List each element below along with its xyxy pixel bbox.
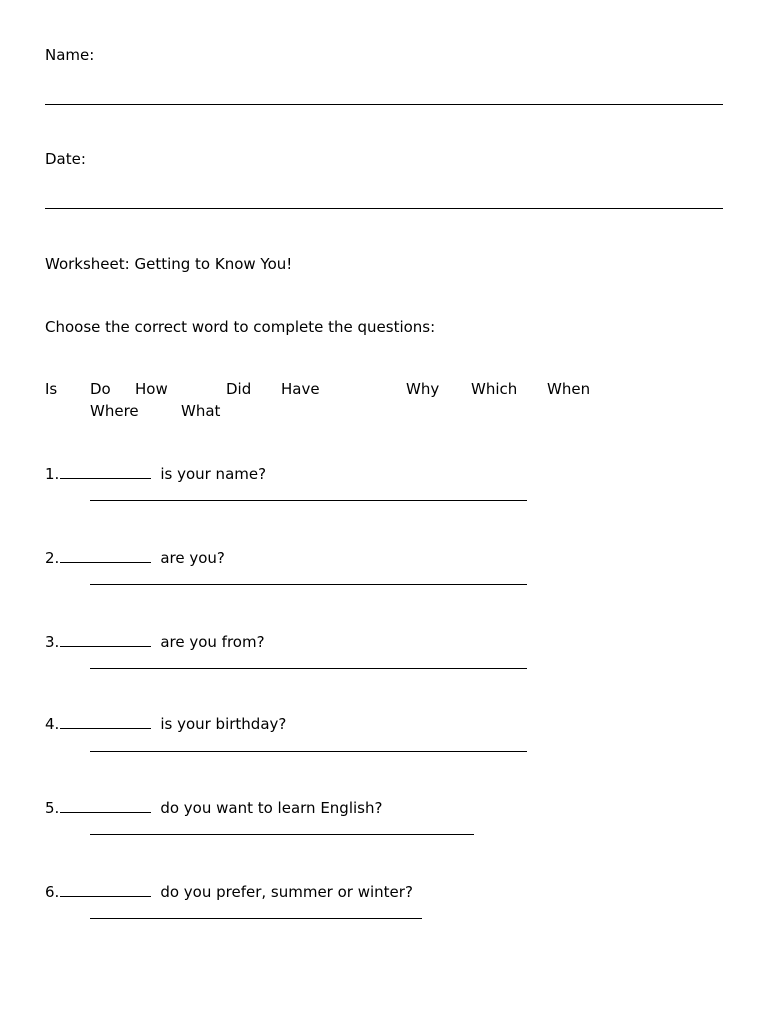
answer-line[interactable] <box>90 668 527 669</box>
question-item <box>45 632 265 651</box>
word-bank-item: When <box>547 380 591 398</box>
fill-in-blank[interactable] <box>60 632 151 647</box>
question-item <box>45 464 266 483</box>
question-number: 4. <box>45 715 60 733</box>
fill-in-blank[interactable] <box>60 798 151 813</box>
name-label: Name: <box>45 46 95 64</box>
answer-line[interactable] <box>90 834 474 835</box>
answer-line[interactable] <box>90 918 422 919</box>
fill-in-blank[interactable] <box>60 548 151 563</box>
question-item <box>45 714 286 733</box>
word-bank-item: Why <box>406 380 440 398</box>
question-text: is your name? <box>160 465 267 483</box>
word-bank-item: Did <box>226 380 252 398</box>
word-bank-item: Where <box>90 402 139 420</box>
word-bank-item: What <box>181 402 221 420</box>
instructions: Choose the correct word to complete the questions: <box>45 318 436 336</box>
date-label: Date: <box>45 150 86 168</box>
question-item <box>45 548 225 567</box>
word-bank-item: Is <box>45 380 58 398</box>
word-bank-item: Have <box>281 380 320 398</box>
question-number: 6. <box>45 883 60 901</box>
question-text: is your birthday? <box>160 715 287 733</box>
fill-in-blank[interactable] <box>60 464 151 479</box>
answer-line[interactable] <box>90 500 527 501</box>
question-number: 2. <box>45 549 60 567</box>
question-item <box>45 882 413 901</box>
name-write-line[interactable] <box>45 104 723 105</box>
date-write-line[interactable] <box>45 208 723 209</box>
fill-in-blank[interactable] <box>60 714 151 729</box>
answer-line[interactable] <box>90 751 527 752</box>
worksheet-title: Worksheet: Getting to Know You! <box>45 255 293 273</box>
question-number: 3. <box>45 633 60 651</box>
word-bank-item: Do <box>90 380 111 398</box>
question-number: 1. <box>45 465 60 483</box>
question-number: 5. <box>45 799 60 817</box>
question-text: are you from? <box>160 633 265 651</box>
fill-in-blank[interactable] <box>60 882 151 897</box>
word-bank-item: How <box>135 380 168 398</box>
question-text: do you prefer, summer or winter? <box>160 883 413 901</box>
question-text: do you want to learn English? <box>160 799 383 817</box>
word-bank-item: Which <box>471 380 518 398</box>
question-text: are you? <box>160 549 225 567</box>
question-item <box>45 798 382 817</box>
answer-line[interactable] <box>90 584 527 585</box>
